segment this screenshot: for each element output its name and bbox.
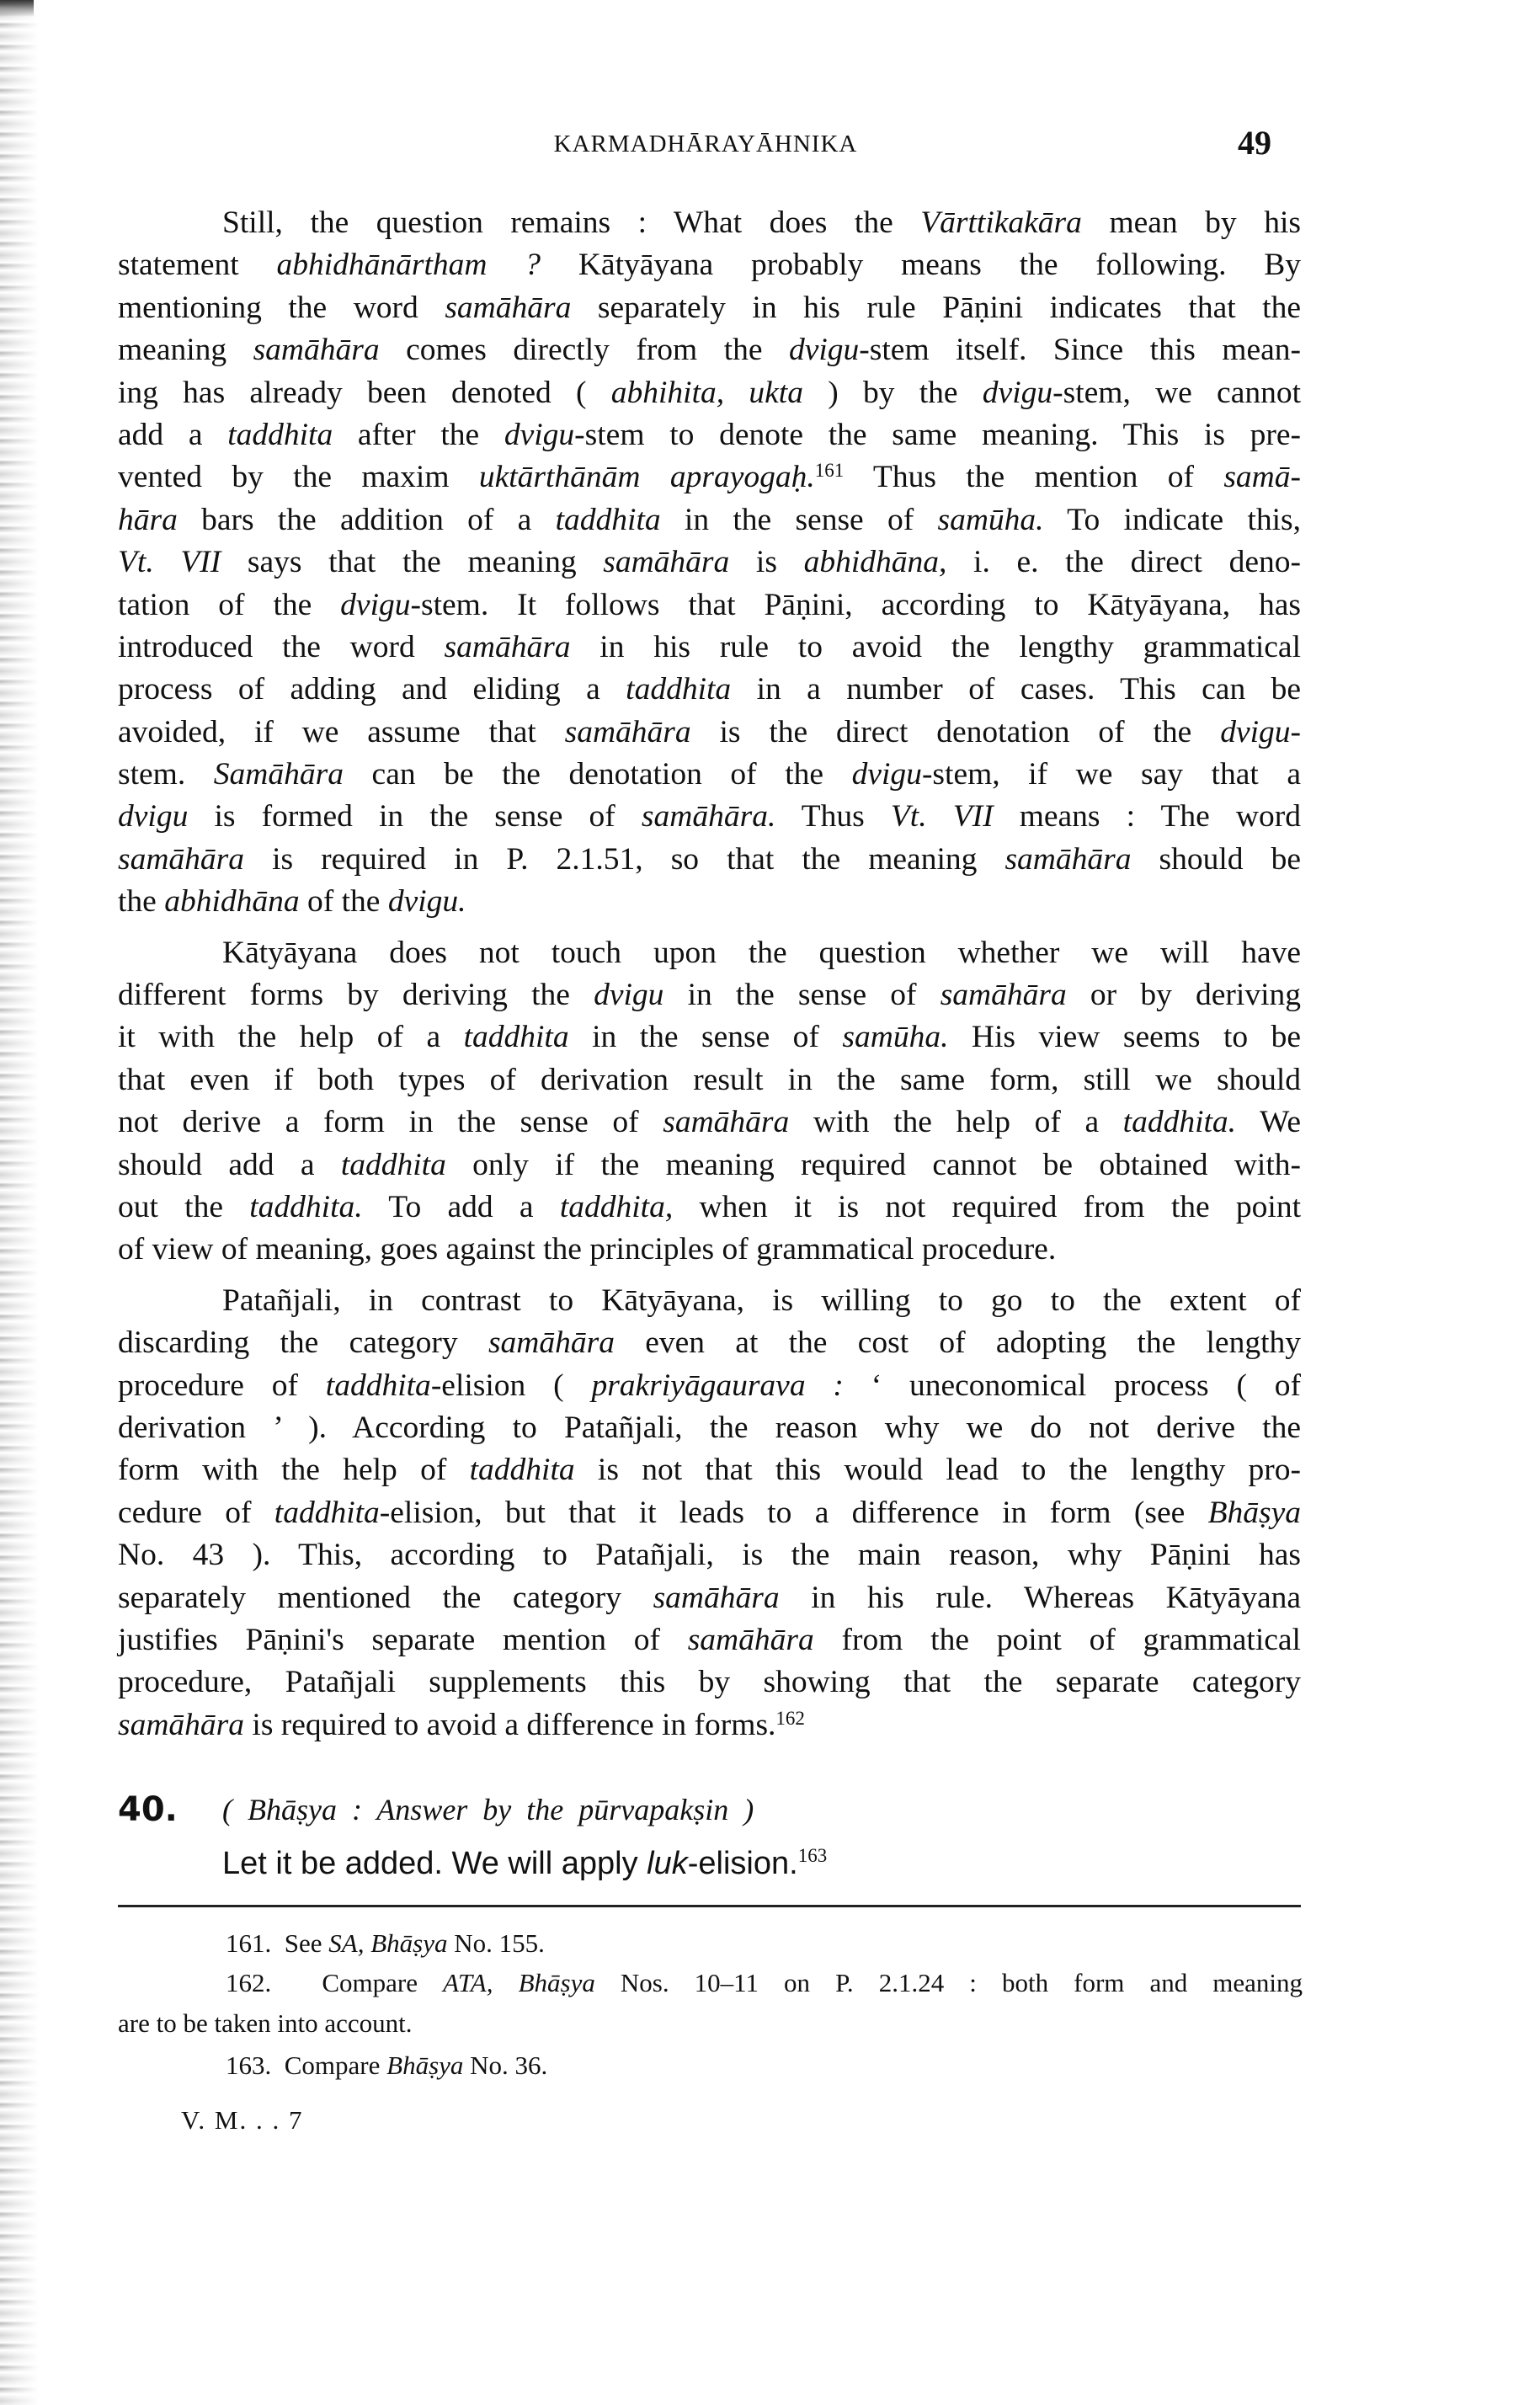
paragraph	[118, 202, 1301, 924]
footnote-italic: SA,	[328, 1928, 365, 1958]
italic-term: taddhita	[555, 502, 661, 537]
text-line	[118, 456, 1301, 499]
text-run: introduced the word	[118, 629, 445, 664]
section-text-end: -elision.	[687, 1846, 798, 1881]
footnote-text: No. 155.	[447, 1928, 545, 1958]
text-run: -stem, if we say that a	[921, 757, 1302, 792]
text-line	[118, 1280, 1301, 1322]
signature-mark: V. M. . . 7	[181, 2105, 304, 2135]
footnote-italic: Bhāṣya	[518, 1968, 595, 1997]
text-run: or by deriving	[1066, 978, 1301, 1013]
scan-corner-mark	[0, 0, 34, 17]
text-line	[118, 584, 1301, 627]
text-line	[118, 881, 1301, 923]
text-line	[118, 541, 1301, 584]
text-run: statement	[118, 248, 277, 283]
text-run: meaning	[118, 333, 253, 368]
text-line	[118, 1534, 1301, 1576]
text-run: i. e. the direct deno-	[946, 545, 1301, 580]
text-run: No. 43 ). This, according to Patañjali, is the main reason, why Pāṇini has	[118, 1538, 1301, 1573]
text-run: -stem to denote the same meaning. This is pre-	[574, 417, 1301, 452]
italic-term: dvigu	[118, 799, 189, 835]
italic-term: samāhāra	[444, 629, 571, 664]
text-run: His view seems to be	[948, 1020, 1301, 1055]
italic-term: samāhāra	[663, 1105, 790, 1140]
footnote-number: 163.	[226, 2050, 272, 2080]
text-run: Patañjali, in contrast to Kātyāyana, is willing to go to the extent of	[222, 1282, 1301, 1318]
text-run: mentioning the word	[118, 290, 445, 325]
italic-term: abhihita, ukta	[610, 375, 803, 410]
text-run: of view of meaning, goes against the principles of grammatical procedure.	[118, 1232, 1057, 1267]
text-run: the	[118, 884, 165, 920]
footnote-italic: ATA,	[443, 1968, 493, 1997]
italic-term: Vt. VII	[890, 799, 994, 835]
text-run: should add a	[118, 1147, 341, 1182]
text-run: it with the help of a	[118, 1020, 464, 1055]
section-number: 40.	[118, 1790, 178, 1829]
text-run: avoided, if we assume that	[118, 714, 565, 749]
italic-term: samāhāra	[118, 841, 245, 877]
italic-term: samāhāra	[687, 1622, 814, 1657]
italic-term: dvigu	[340, 587, 411, 622]
text-line	[118, 669, 1301, 711]
italic-term: samāhāra.	[641, 799, 776, 835]
text-line	[118, 796, 1301, 838]
text-run: -stem. It follows that Pāṇini, according to Kātyāyana, has	[410, 587, 1301, 622]
italic-term: samūha.	[937, 502, 1044, 537]
text-run: ing has already been denoted (	[118, 375, 611, 410]
text-run: in his rule to avoid the lengthy grammatical	[570, 629, 1301, 664]
text-line	[118, 1661, 1301, 1704]
text-line	[118, 1407, 1301, 1449]
text-run: bars the addition of a	[177, 502, 556, 537]
footnote-ref: 162	[775, 1707, 805, 1729]
text-line	[118, 287, 1301, 329]
text-run: -stem, we cannot	[1052, 375, 1302, 410]
text-run: when it is not required from the point	[673, 1189, 1301, 1224]
text-run: vented by the maxim	[118, 460, 479, 495]
body-text	[118, 202, 1301, 1746]
italic-term: taddhita.	[1122, 1105, 1237, 1140]
text-run: is required in P. 2.1.51, so that the meaning	[244, 841, 1005, 877]
italic-term: samāhāra	[253, 333, 380, 368]
text-run: tation of the	[118, 587, 341, 622]
text-run: To add a	[362, 1189, 560, 1224]
footnote-162-continued: are to be taken into account.	[118, 2008, 413, 2038]
text-run: in his rule. Whereas Kātyāyana	[779, 1580, 1301, 1615]
text-line	[118, 1704, 1301, 1746]
text-line	[118, 1101, 1301, 1144]
italic-term: taddhita	[469, 1453, 575, 1488]
footnote-italic: Bhāṣya	[386, 2050, 464, 2080]
text-run: different forms by deriving the	[118, 978, 594, 1013]
text-run: means : The word	[993, 799, 1301, 835]
text-line	[118, 1059, 1301, 1101]
text-run: that even if both types of derivation result in the same form, still we should	[118, 1062, 1301, 1097]
italic-term: dvigu-	[1220, 714, 1301, 749]
text-run: -stem itself. Since this mean-	[859, 333, 1301, 368]
italic-term: samāhāra	[1004, 841, 1132, 877]
italic-term: dvigu	[851, 757, 922, 792]
text-run: ‘ uneconomical process ( of	[843, 1368, 1302, 1403]
italic-term: samāhāra	[564, 714, 691, 749]
text-run: form with the help of	[118, 1453, 470, 1488]
text-run: We	[1236, 1105, 1301, 1140]
text-run: derivation ’ ). According to Patañjali, the reason why we do not derive the	[118, 1410, 1301, 1445]
text-line	[118, 244, 1301, 286]
italic-term: samāhāra	[118, 1707, 245, 1742]
text-run: procedure, Patañjali supplements this by showing that the separate category	[118, 1665, 1301, 1700]
text-run: Still, the question remains : What does the	[222, 205, 921, 240]
italic-term: samāhāra	[488, 1325, 615, 1361]
footnote-divider	[118, 1905, 1301, 1907]
section-text	[222, 1846, 827, 1882]
italic-term: taddhita	[626, 672, 732, 707]
text-run: Thus	[775, 799, 891, 835]
text-run: says that the meaning	[221, 545, 604, 580]
footnote-ref: 161	[814, 460, 845, 482]
italic-term: taddhita	[325, 1368, 431, 1403]
text-line	[118, 202, 1301, 244]
italic-term: dvigu	[504, 417, 575, 452]
text-run: Kātyāyana probably means the following. By	[541, 248, 1302, 283]
italic-term: Bhāṣya	[1207, 1495, 1301, 1530]
footnote-162	[226, 1968, 1303, 1998]
text-line	[118, 1187, 1301, 1229]
text-run: Kātyāyana does not touch upon the question whether we will have	[222, 935, 1301, 970]
paragraph	[118, 932, 1301, 1272]
text-line	[118, 1322, 1301, 1364]
scan-binding-shadow	[0, 0, 39, 2405]
italic-term: Vt. VII	[118, 545, 221, 580]
italic-term: dvigu	[982, 375, 1053, 410]
text-run: in a number of cases. This can be	[731, 672, 1301, 707]
text-line	[118, 1449, 1301, 1491]
text-run: cedure of	[118, 1495, 274, 1530]
italic-term: taddhita	[463, 1020, 569, 1055]
text-run: out the	[118, 1189, 250, 1224]
footnote-163	[226, 2050, 547, 2081]
italic-term: taddhita	[340, 1147, 446, 1182]
text-run: comes directly from the	[379, 333, 789, 368]
text-line	[118, 627, 1301, 669]
text-run: is not that this would lead to the lengthy pro-	[574, 1453, 1301, 1488]
text-run: separately mentioned the category	[118, 1580, 653, 1615]
text-line	[118, 754, 1301, 796]
text-run: with the help of a	[789, 1105, 1123, 1140]
footnote-ref-163: 163	[797, 1845, 828, 1866]
footnote-text: Compare	[284, 2050, 387, 2080]
italic-term: dvigu.	[387, 884, 466, 920]
footnote-text: Nos. 10–11 on P. 2.1.24 : both form and meaning	[594, 1968, 1303, 1997]
running-title: KARMADHĀRAYĀHNIKA	[553, 131, 858, 157]
italic-term: samāhāra	[603, 545, 730, 580]
text-run: should be	[1131, 841, 1301, 877]
footnote-number: 161.	[226, 1928, 272, 1958]
text-run: in the sense of	[660, 502, 938, 537]
text-line	[118, 1365, 1301, 1407]
text-run: can be the denotation of the	[343, 757, 852, 792]
text-run: of the	[299, 884, 388, 920]
text-run: separately in his rule Pāṇini indicates that the	[571, 290, 1301, 325]
footnote-text: Compare	[322, 1968, 444, 1997]
italic-term: samāhāra	[445, 290, 572, 325]
text-run: stem.	[118, 757, 214, 792]
italic-term: abhidhānārtham ?	[276, 248, 541, 283]
text-line	[118, 1492, 1301, 1534]
footnote-161	[226, 1928, 545, 1959]
footnote-number: 162.	[226, 1968, 272, 1997]
text-run: from the point of grammatical	[813, 1622, 1301, 1657]
text-run: only if the meaning required cannot be obtained with-	[445, 1147, 1301, 1182]
text-line	[118, 372, 1301, 414]
italic-term: Vārttikakāra	[920, 205, 1082, 240]
section-title: ( Bhāṣya : Answer by the pūrvapakṣin )	[222, 1793, 754, 1826]
text-run: add a	[118, 417, 228, 452]
italic-term: taddhita	[274, 1495, 380, 1530]
text-run: -elision, but that it leads to a difference in form (see	[379, 1495, 1208, 1530]
italic-term: prakriyāgaurava :	[591, 1368, 844, 1403]
footnote-text	[493, 1968, 519, 1997]
text-run: in the sense of	[663, 978, 941, 1013]
paragraph	[118, 1280, 1301, 1746]
text-run: is required to avoid a difference in forms.	[244, 1707, 776, 1742]
text-line	[118, 1144, 1301, 1187]
text-line	[118, 974, 1301, 1016]
italic-term: samūha.	[842, 1020, 949, 1055]
text-line	[118, 839, 1301, 881]
section-text-start: Let it be added. We will apply	[222, 1846, 647, 1881]
text-run: To indicate this,	[1043, 502, 1301, 537]
italic-term: samāhāra	[653, 1580, 780, 1615]
text-run: is formed in the sense of	[188, 799, 642, 835]
italic-term: dvigu	[594, 978, 664, 1013]
section-text-italic: luk	[647, 1846, 688, 1881]
italic-term: samāhāra	[940, 978, 1067, 1013]
text-run: not derive a form in the sense of	[118, 1105, 663, 1140]
text-line	[118, 712, 1301, 754]
text-run: Thus the mention of	[844, 460, 1224, 495]
text-line	[118, 1016, 1301, 1059]
text-run: -elision (	[430, 1368, 592, 1403]
text-run: even at the cost of adopting the lengthy	[614, 1325, 1301, 1361]
italic-term: taddhita	[227, 417, 333, 452]
footnote-italic: Bhāṣya	[370, 1928, 448, 1958]
text-run: is the direct denotation of the	[690, 714, 1221, 749]
text-run: in the sense of	[568, 1020, 843, 1055]
text-run: after the	[333, 417, 504, 452]
italic-term: taddhita.	[249, 1189, 363, 1224]
text-run: discarding the category	[118, 1325, 488, 1361]
italic-term: dvigu	[788, 333, 860, 368]
text-line	[118, 329, 1301, 371]
text-line	[118, 1577, 1301, 1619]
page-number: 49	[1238, 124, 1271, 162]
italic-term: hāra	[118, 502, 178, 537]
text-run: ) by the	[802, 375, 983, 410]
italic-term: abhidhāna	[164, 884, 300, 920]
italic-term: taddhita,	[559, 1189, 674, 1224]
text-run: mean by his	[1081, 205, 1301, 240]
text-line	[118, 414, 1301, 456]
text-run: justifies Pāṇini's separate mention of	[118, 1622, 688, 1657]
text-line	[118, 932, 1301, 974]
text-line	[118, 1619, 1301, 1661]
text-line	[118, 499, 1301, 541]
italic-term: uktārthānām aprayogaḥ.	[478, 460, 815, 495]
italic-term: abhidhāna,	[803, 545, 947, 580]
text-run: is	[729, 545, 804, 580]
footnote-text: See	[284, 1928, 329, 1958]
text-run: process of adding and eliding a	[118, 672, 626, 707]
text-line	[118, 1229, 1301, 1271]
footnote-text: No. 36.	[463, 2050, 548, 2080]
italic-term: samā-	[1223, 460, 1301, 495]
text-run: procedure of	[118, 1368, 326, 1403]
italic-term: Samāhāra	[213, 757, 344, 792]
